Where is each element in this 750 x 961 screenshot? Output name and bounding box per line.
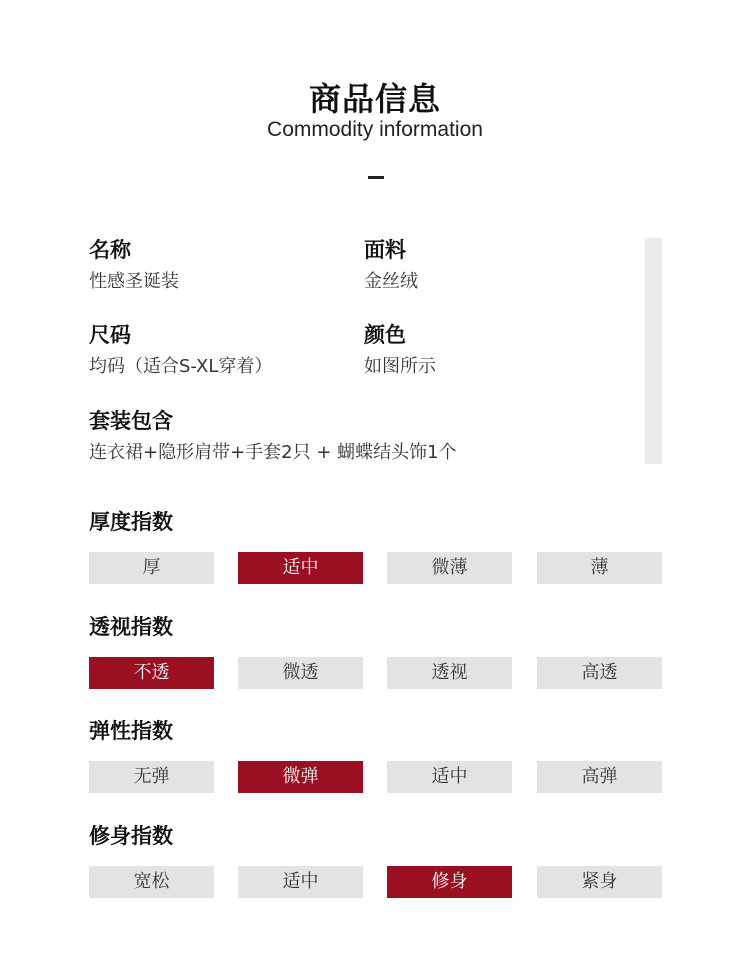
- elasticity-index-options: [89, 761, 663, 793]
- elasticity-index-title: 弹性指数: [89, 719, 173, 743]
- info-color: [364, 321, 436, 380]
- fit-option: 适中: [238, 866, 363, 898]
- thickness-option: 适中: [238, 552, 363, 584]
- elasticity-option: 微弹: [238, 761, 363, 793]
- info-size-label: 尺码: [89, 323, 131, 347]
- fit-index-title: 修身指数: [89, 824, 173, 848]
- info-name-value: 性感圣诞装: [89, 271, 179, 292]
- transparency-option: 透视: [387, 657, 512, 689]
- fit-index: [89, 822, 663, 892]
- thickness-index-options: [89, 552, 663, 584]
- transparency-option: 高透: [537, 657, 662, 689]
- title-divider: [368, 176, 384, 179]
- fit-option: 修身: [387, 866, 512, 898]
- fit-index-options: [89, 866, 663, 898]
- page-title-cn: 商品信息: [308, 80, 441, 118]
- fit-option: 宽松: [89, 866, 214, 898]
- transparency-index-options: [89, 657, 663, 689]
- info-fabric-value: 金丝绒: [364, 271, 418, 292]
- info-color-value: 如图所示: [364, 356, 436, 377]
- info-set-value: 连衣裙+隐形肩带+手套2只 + 蝴蝶结头饰1个: [89, 442, 457, 463]
- thickness-option: 薄: [537, 552, 662, 584]
- info-size: [89, 321, 272, 380]
- transparency-index-title: 透视指数: [89, 615, 173, 639]
- info-color-label: 颜色: [364, 323, 406, 347]
- transparency-option: 微透: [238, 657, 363, 689]
- info-name: [89, 236, 179, 295]
- info-fabric-label: 面料: [364, 238, 406, 262]
- info-set-label: 套装包含: [89, 409, 173, 433]
- scrollbar-track[interactable]: [645, 238, 662, 464]
- elasticity-option: 适中: [387, 761, 512, 793]
- fit-option: 紧身: [537, 866, 662, 898]
- info-name-label: 名称: [89, 238, 131, 262]
- info-size-value: 均码（适合S-XL穿着）: [89, 356, 273, 377]
- thickness-option: 微薄: [387, 552, 512, 584]
- transparency-option: 不透: [89, 657, 214, 689]
- thickness-option: 厚: [89, 552, 214, 584]
- page-title-en: Commodity information: [267, 118, 483, 141]
- elasticity-option: 高弹: [537, 761, 662, 793]
- info-fabric: [364, 236, 418, 295]
- thickness-index-title: 厚度指数: [89, 510, 173, 534]
- elasticity-index: [89, 717, 663, 787]
- thickness-index: [89, 508, 663, 578]
- info-set: [89, 407, 457, 466]
- transparency-index: [89, 613, 663, 683]
- elasticity-option: 无弹: [89, 761, 214, 793]
